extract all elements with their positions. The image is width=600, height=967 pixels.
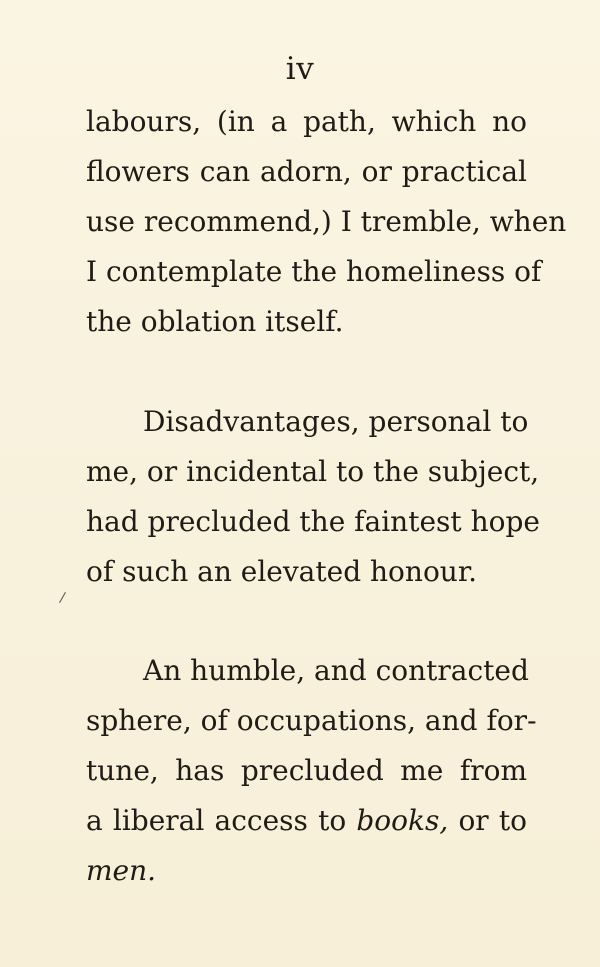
stray-ink-mark: / xyxy=(58,589,67,607)
page-number: iv xyxy=(285,51,315,87)
paragraph-3-line-4-suffix: or to xyxy=(448,804,527,837)
paragraph-1-line-3: use recommend,) I tremble, when xyxy=(86,205,567,238)
paragraph-3-line-1: An humble, and contracted xyxy=(143,654,529,687)
paragraph-1 xyxy=(86,97,567,347)
paragraph-1-line-5: the oblation itself. xyxy=(86,305,344,338)
paragraph-3-line-5: men. xyxy=(86,854,157,887)
paragraph-3-line-4 xyxy=(86,796,527,846)
paragraph-1-line-4: I contemplate the homeliness of xyxy=(86,255,542,288)
paragraph-2-line-4: of such an elevated honour. xyxy=(86,555,478,588)
paragraph-1-line-2: flowers can adorn, or practical xyxy=(86,155,527,188)
paragraph-3-line-4-books: books, xyxy=(356,804,449,837)
paragraph-2 xyxy=(86,397,540,597)
paragraph-3-line-4-prefix: a liberal access to xyxy=(86,804,357,837)
paragraph-3-line-2: sphere, of occupations, and for- xyxy=(86,704,537,737)
paragraph-2-line-3: had precluded the faintest hope xyxy=(86,505,540,538)
paragraph-3-line-3: tune, has precluded me from xyxy=(86,754,527,787)
paragraph-3 xyxy=(86,646,537,896)
paragraph-2-line-2: me, or incidental to the subject, xyxy=(86,455,540,488)
paragraph-2-line-1: Disadvantages, personal to xyxy=(143,405,529,438)
paragraph-1-line-1: labours, (in a path, which no xyxy=(86,105,527,138)
